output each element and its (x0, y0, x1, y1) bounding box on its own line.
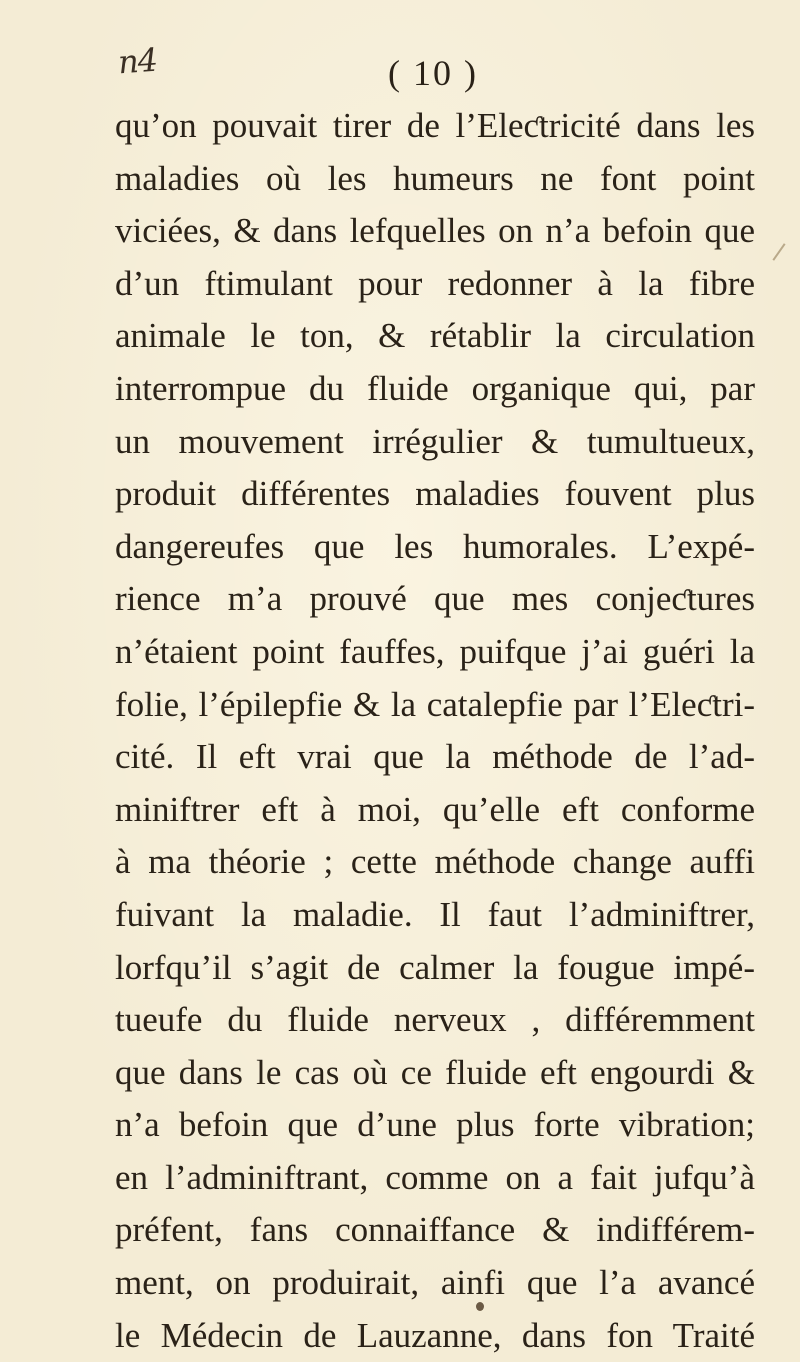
text-line: produit différentes maladies fouvent plus (115, 474, 755, 514)
text-line: tueufe du fluide nerveux , différemment (115, 1000, 755, 1040)
text-line: miniftrer eft à moi, qu’elle eft conforme (115, 789, 755, 829)
text-line: animale le ton, & rétablir la circulation (115, 316, 755, 356)
text-line: fuivant la maladie. Il faut l’adminiftrer, (115, 894, 755, 934)
text-line: cité. Il eft vrai que la méthode de l’ad- (115, 737, 755, 777)
body-text (115, 100, 755, 1362)
text-line: le Médecin de Lauzanne, dans fon Traité (115, 1315, 755, 1355)
handwritten-annotation: n4 (116, 40, 159, 82)
ink-speck (476, 1302, 484, 1311)
text-line: maladies où les humeurs ne font point (115, 158, 755, 198)
text-line: folie, l’épilepfie & la catalepfie par l’Eleƈtri- (115, 684, 755, 724)
text-line: interrompue du fluide organique qui, par (115, 368, 755, 408)
page-number: ( 10 ) (388, 53, 478, 93)
text-line: que dans le cas où ce fluide eft engourdi & (115, 1052, 755, 1092)
paper-mark (772, 243, 785, 261)
text-line: lorfqu’il s’agit de calmer la fougue impé- (115, 947, 755, 987)
text-line: n’a befoin que d’une plus forte vibration; (115, 1105, 755, 1145)
text-line: un mouvement irrégulier & tumultueux, (115, 421, 755, 461)
text-line: en l’adminiftrant, comme on a fait jufqu’à (115, 1157, 755, 1197)
text-line: n’étaient point fauffes, puifque j’ai guéri la (115, 631, 755, 671)
text-line: dangereufes que les humorales. L’expé- (115, 526, 755, 566)
text-line: ment, on produirait, ainfi que l’a avancé (115, 1263, 755, 1303)
text-line: à ma théorie ; cette méthode change auffi (115, 842, 755, 882)
text-line: qu’on pouvait tirer de l’Eleƈtricité dans les (115, 106, 755, 145)
text-line: rience m’a prouvé que mes conjeƈtures (115, 579, 755, 619)
text-line: préfent, fans connaiffance & indifférem- (115, 1210, 755, 1250)
text-line: d’un ftimulant pour redonner à la fibre (115, 263, 755, 303)
text-line: viciées, & dans lefquelles on n’a befoin que (115, 211, 755, 251)
